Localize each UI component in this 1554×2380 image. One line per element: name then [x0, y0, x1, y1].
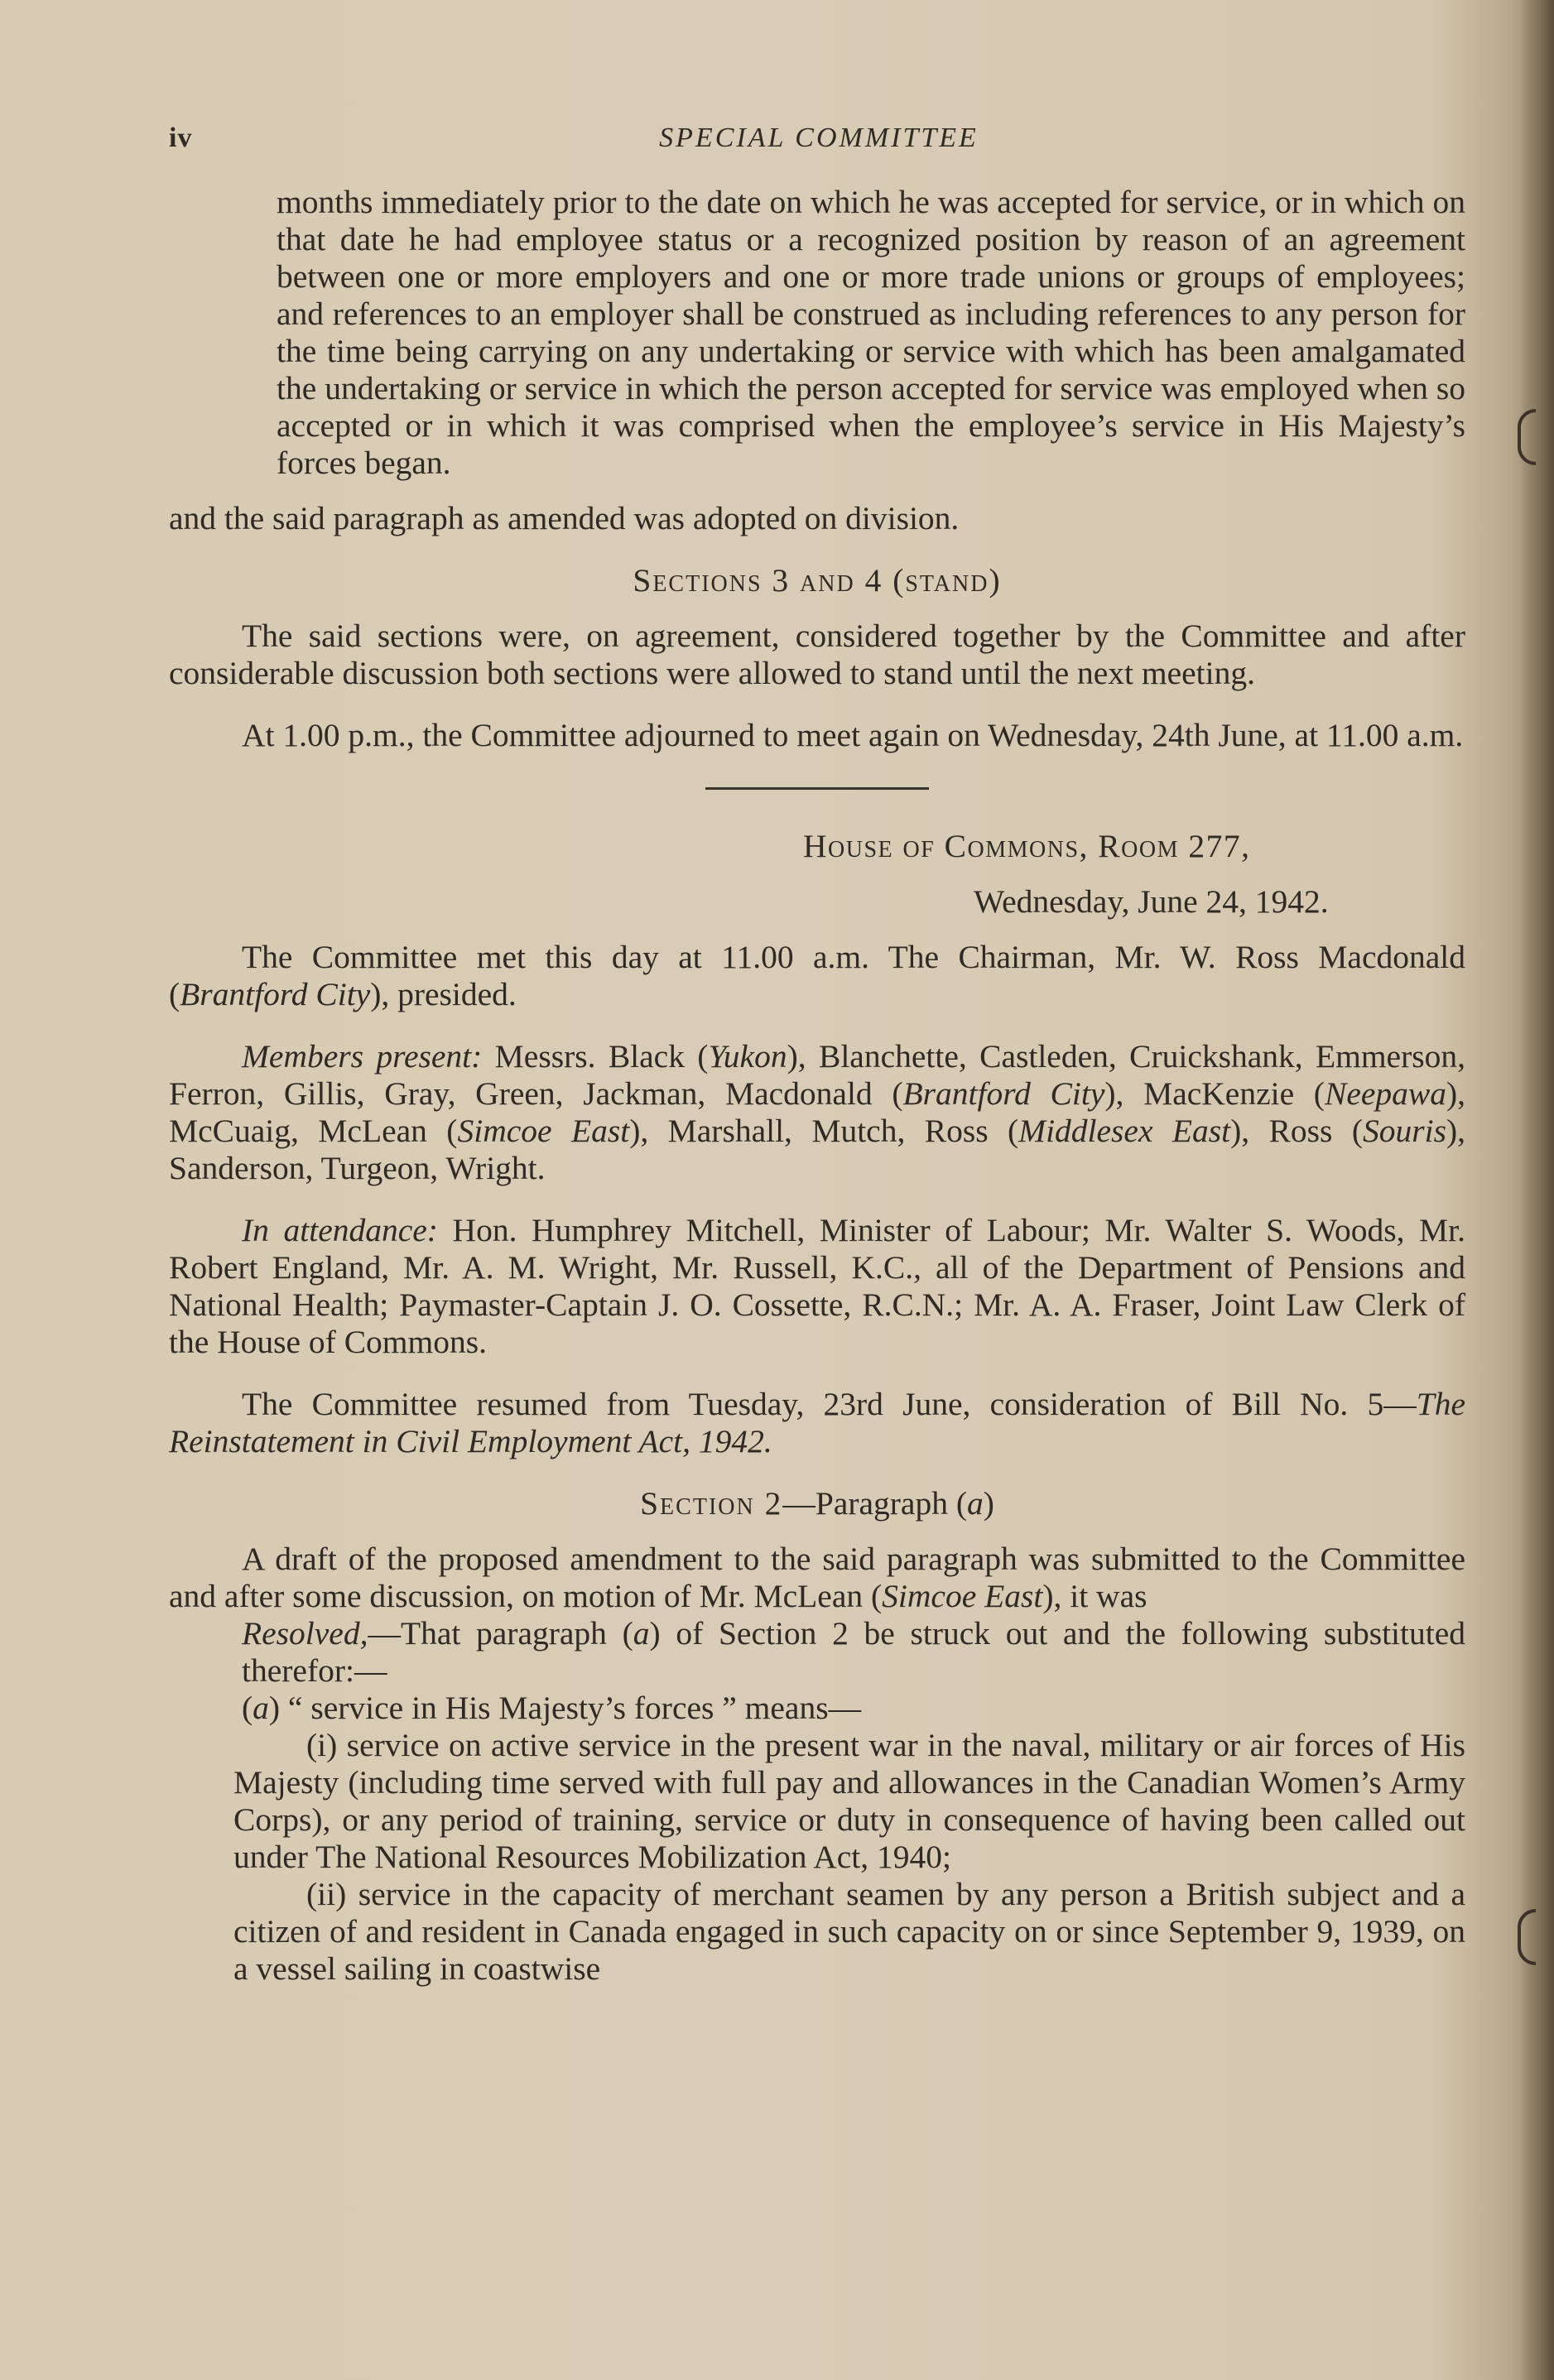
riding-name: Yukon [708, 1038, 787, 1075]
definition-text: ) “ service in His Majesty’s forces ” means— [268, 1690, 862, 1726]
riding-name: Middlesex East [1018, 1113, 1231, 1149]
attendance-text: Hon. Humphrey Mitchell, Minister of Labour; Mr. Walter S. Woods, Mr. Robert England, Mr. A. M. Wright, Mr. Russell, K.C., all of the Department of Pensions and National Health; Paymaster-Captain J. O. Cossette, R.C.N.; Mr. A. A. Fraser, Joint Law Clerk of the House of Commons. [169, 1212, 1465, 1360]
sections-text: The said sections were, on agreement, considered together by the Committee and after considerable discussion both sections were allowed to stand until the next meeting. [169, 618, 1465, 691]
draft-text: A draft of the proposed amendment to the said paragraph was submitted to the Committee and after some discussion, on motion of Mr. McLean ( [169, 1541, 1465, 1614]
members-text: ), Blanchette, Castleden, Cruickshank, Emmerson, Ferron, Gillis, Gray, Green, Jackman, Macdonald ( [169, 1038, 1465, 1112]
resolved-text: —That paragraph ( [368, 1615, 633, 1652]
meeting-text: ), presided. [370, 976, 517, 1012]
definition-line [169, 1690, 1465, 1727]
definition-open: ( [242, 1690, 253, 1726]
sections-heading: Sections 3 and 4 (stand) [633, 562, 1002, 599]
meeting-date: Wednesday, June 24, 1942. [974, 883, 1329, 920]
draft-paragraph [169, 1541, 1465, 1615]
continued-paragraph: months immediately prior to the date on which he was accepted for service, or in which on that date he had employee status or a recognized position by reason of an agreement between one or more employers and one or more trade unions or groups of employees; and references to an employer shall be construed as including references to any person for the time being carrying on any undertaking or service with which has been amalgamated the undertaking or service in which the person accepted for service was employed when so accepted or in which it was comprised when the employee’s service in His Majesty’s forces began. [277, 184, 1465, 481]
page-header [169, 123, 1469, 159]
section-2-heading [169, 1485, 1465, 1522]
resolved-text: ) of Section 2 be struck out and the following substituted therefor:— [242, 1615, 1465, 1689]
adopted-text: and the said paragraph as amended was adopted on division. [169, 500, 960, 536]
members-present [169, 1038, 1465, 1187]
heading-text: ) [983, 1485, 994, 1522]
members-text: ), Ross ( [1230, 1113, 1363, 1149]
heading-text: —Paragraph ( [782, 1485, 967, 1522]
members-text: Messrs. Black ( [482, 1038, 709, 1075]
meeting-location: House of Commons, Room 277, [803, 828, 1251, 864]
section-divider [705, 787, 929, 790]
meeting-paragraph [169, 939, 1465, 1013]
binding-hole [1518, 409, 1536, 465]
members-text: ), Sanderson, Turgeon, Wright. [169, 1113, 1465, 1186]
resolved-paragraph [169, 1615, 1465, 1690]
page-edge-shadow [1519, 0, 1554, 2380]
members-label: Members present: [242, 1038, 483, 1075]
riding-name: Souris [1363, 1113, 1446, 1149]
attendance-label: In attendance: [242, 1212, 438, 1248]
page-number: iv [169, 123, 193, 153]
paragraph-letter: a [967, 1485, 984, 1522]
adjourned-text: At 1.00 p.m., the Committee adjourned to meet again on Wednesday, 24th June, at 11.00 a.m. [242, 717, 1464, 753]
riding-name: Simcoe East [457, 1113, 630, 1149]
document-body [169, 184, 1465, 1988]
bill-title: The Reinstatement in Civil Employment Act, 1942. [169, 1386, 1465, 1459]
riding-name: Neepawa [1324, 1075, 1446, 1112]
meeting-text: The Committee met this day at 11.00 a.m. The Chairman, Mr. W. Ross Macdonald ( [169, 939, 1465, 1012]
resumed-paragraph [169, 1386, 1465, 1460]
definition-item-i: (i) service on active service in the present war in the naval, military or air forces of His Majesty (including time served with full pay and allowances in the Canadian Women’s Army Corps), or any period of training, service or duty in consequence of having been called out under The National Resources Mobilization Act, 1940; [233, 1727, 1465, 1875]
riding-name: Simcoe East [882, 1578, 1043, 1614]
running-title: SPECIAL COMMITTEE [659, 123, 979, 153]
paragraph-letter: a [253, 1690, 269, 1726]
in-attendance [169, 1212, 1465, 1361]
definition-item-ii: (ii) service in the capacity of merchant seamen by any person a British subject and a citizen of and resident in Canada engaged in such capacity on or since September 9, 1939, on a vessel sailing in coastwise [233, 1876, 1465, 1987]
members-text: ), McCuaig, McLean ( [169, 1075, 1466, 1149]
binding-hole [1518, 1909, 1536, 1965]
members-text: ), MacKenzie ( [1104, 1075, 1325, 1112]
resumed-text: The Committee resumed from Tuesday, 23rd June, consideration of Bill No. 5— [242, 1386, 1417, 1422]
draft-text: ), it was [1042, 1578, 1147, 1614]
section-label: Section 2 [640, 1485, 783, 1522]
riding-name: Brantford City [902, 1075, 1105, 1112]
paragraph-letter: a [633, 1615, 650, 1652]
resolved-label: Resolved, [242, 1615, 368, 1652]
riding-name: Brantford City [180, 976, 371, 1012]
members-text: ), Marshall, Mutch, Ross ( [629, 1113, 1019, 1149]
